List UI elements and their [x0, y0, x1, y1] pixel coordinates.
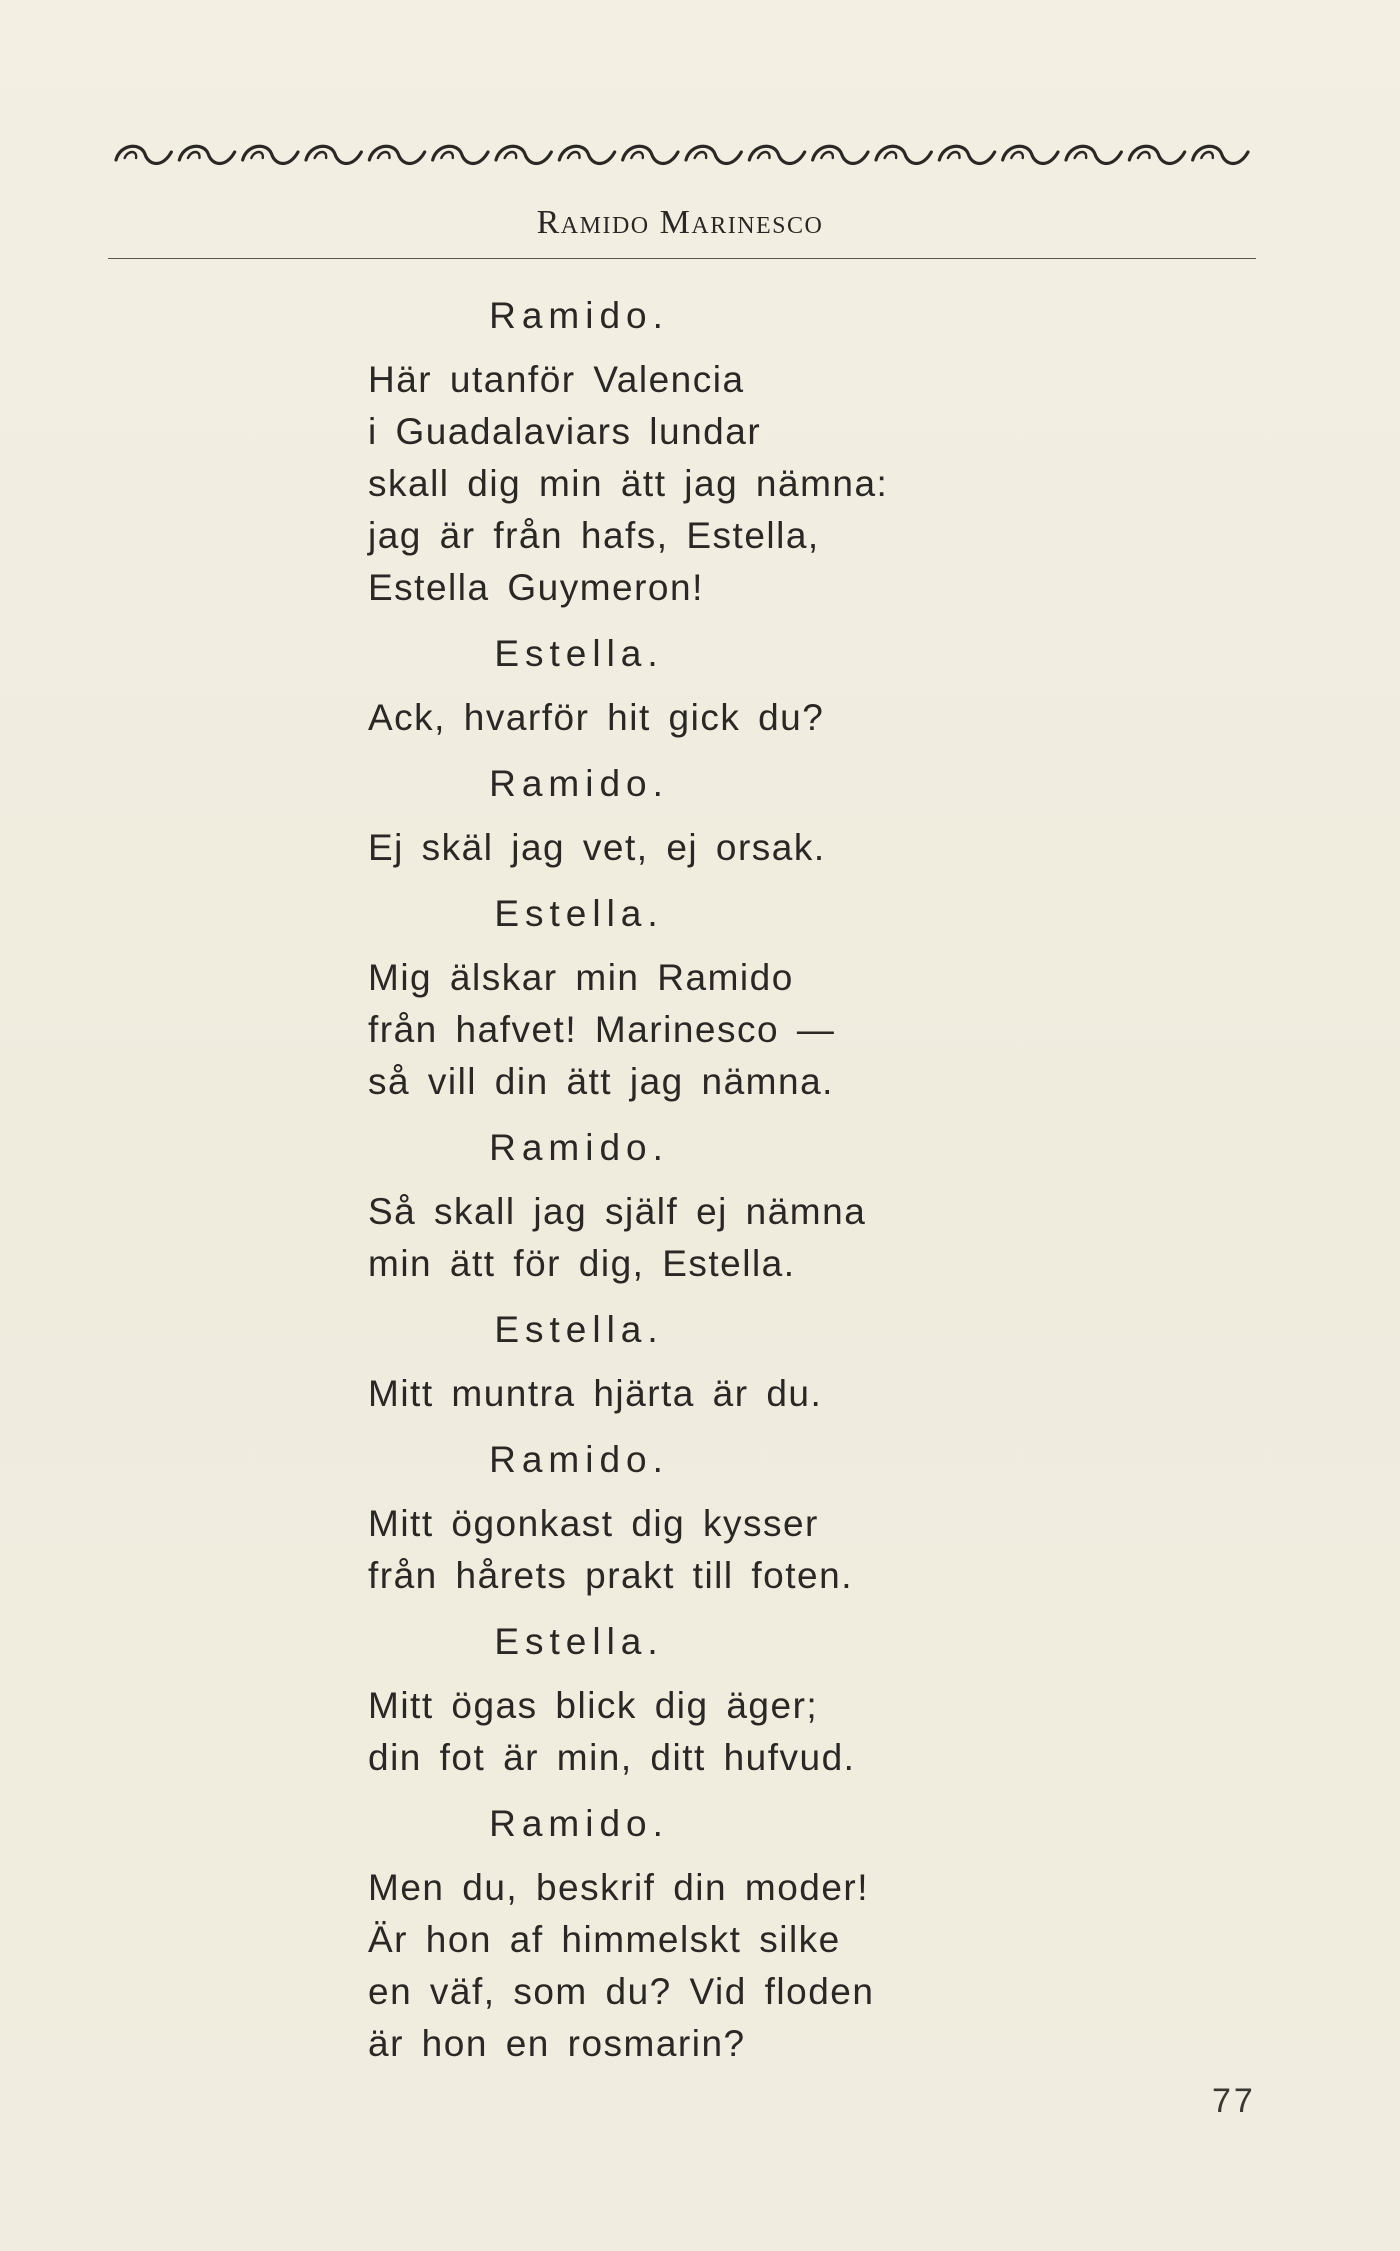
- verse-line: från hårets prakt till foten.: [368, 1555, 853, 1596]
- verse-line: Här utanför Valencia: [368, 359, 745, 400]
- verse-line: din fot är min, ditt hufvud.: [368, 1737, 856, 1778]
- ornament-wave-segment: [496, 146, 551, 163]
- ornament-curl: [125, 152, 137, 158]
- verse-line: Är hon af himmelskt silke: [368, 1919, 841, 1960]
- ornament-wave-segment: [369, 146, 424, 163]
- verse-line: Så skall jag själf ej nämna: [368, 1191, 867, 1232]
- verse-line: Ej skäl jag vet, ej orsak.: [368, 827, 826, 868]
- ornament-wave-segment: [179, 146, 234, 163]
- ornament-curl: [378, 152, 390, 158]
- verse-line: min ätt för dig, Estella.: [368, 1243, 796, 1284]
- poem-dialogue-text: [368, 286, 988, 2070]
- ornament-wave-segment: [1066, 146, 1121, 163]
- verse-line: Mitt ögas blick dig äger;: [368, 1685, 819, 1726]
- ornament-wave-segment: [939, 146, 994, 163]
- ornament-wave-segment: [876, 146, 931, 163]
- ornament-wave-segment: [623, 146, 678, 163]
- speaker-name: Ramido.: [489, 295, 669, 336]
- speaker-name: Ramido.: [489, 763, 669, 804]
- ornament-wave-segment: [1003, 146, 1058, 163]
- speaker-name: Ramido.: [489, 1127, 669, 1168]
- ornament-wave-segment: [686, 146, 741, 163]
- header-rule-divider: [108, 258, 1256, 259]
- verse-line: en väf, som du? Vid floden: [368, 1971, 875, 2012]
- verse-line: i Guadalaviars lundar: [368, 411, 762, 452]
- ornament-curl: [315, 152, 327, 158]
- ornament-wave-segment: [559, 146, 614, 163]
- speaker-name: Ramido.: [489, 1803, 669, 1844]
- ornament-curl: [1201, 152, 1213, 158]
- verse-line: skall dig min ätt jag nämna:: [368, 463, 889, 504]
- verse-line: är hon en rosmarin?: [368, 2023, 746, 2064]
- verse-line: Estella Guymeron!: [368, 567, 704, 608]
- ornament-curl: [251, 152, 263, 158]
- speaker-name: Estella.: [494, 1621, 664, 1662]
- verse-line: Mitt muntra hjärta är du.: [368, 1373, 823, 1414]
- ornament-curl: [758, 152, 770, 158]
- ornament-curl: [1075, 152, 1087, 158]
- ornament-curl: [188, 152, 200, 158]
- ornament-curl: [948, 152, 960, 158]
- ornament-curl: [631, 152, 643, 158]
- speaker-name: Estella.: [494, 1309, 664, 1350]
- ornament-wave-segment: [116, 146, 171, 163]
- ornament-wave-segment: [433, 146, 488, 163]
- ornament-wave-segment: [813, 146, 868, 163]
- ornament-curl: [885, 152, 897, 158]
- ornament-curl: [505, 152, 517, 158]
- verse-line: jag är från hafs, Estella,: [368, 515, 820, 556]
- speaker-name: Estella.: [494, 893, 664, 934]
- ornament-curl: [441, 152, 453, 158]
- ornament-curl: [1138, 152, 1150, 158]
- ornament-curl: [568, 152, 580, 158]
- ornament-wave-segment: [1129, 146, 1184, 163]
- verse-line: från hafvet! Marinesco —: [368, 1009, 836, 1050]
- ornament-curl: [1011, 152, 1023, 158]
- page-number: 77: [1212, 2082, 1256, 2120]
- ornament-wave-segment: [243, 146, 298, 163]
- verse-line: Mitt ögonkast dig kysser: [368, 1503, 819, 1544]
- verse-line: Mig älskar min Ramido: [368, 957, 794, 998]
- verse-line: Ack, hvarför hit gick du?: [368, 697, 825, 738]
- ornament-wave-segment: [749, 146, 804, 163]
- verse-line: så vill din ätt jag nämna.: [368, 1061, 834, 1102]
- ornament-curl: [695, 152, 707, 158]
- ornament-wave-segment: [1193, 146, 1248, 163]
- ornament-curl: [821, 152, 833, 158]
- speaker-name: Estella.: [494, 633, 664, 674]
- decorative-wave-border-ornament: [112, 136, 1252, 176]
- verse-line: Men du, beskrif din moder!: [368, 1867, 870, 1908]
- ornament-wave-segment: [306, 146, 361, 163]
- speaker-name: Ramido.: [489, 1439, 669, 1480]
- running-head-title: Ramido Marinesco: [536, 204, 824, 241]
